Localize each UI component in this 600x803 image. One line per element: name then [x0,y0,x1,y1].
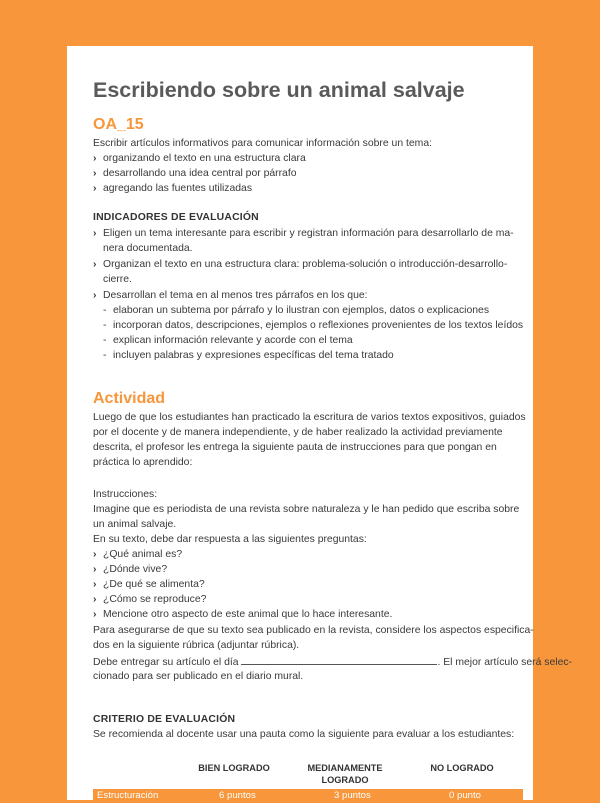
indicator-item: › Desarrollan el tema en al menos tres párrafos en los que: [93,290,368,301]
page-title: Escribiendo sobre un animal salvaje [93,78,465,102]
indicator-subitem: - explican información relevante y acorde con el tema [103,335,353,346]
chevron-right-icon: › [93,228,97,239]
activity-paragraph-line: Luego de que los estudiantes han practicado la escritura de varios textos expositivos, guiados [93,412,526,423]
instructions-line: un animal salvaje. [93,519,177,530]
table-cell: 3 puntos [334,790,371,801]
column-header: BIEN LOGRADO [198,763,270,773]
indicator-item: › Eligen un tema interesante para escribir y registran información para desarrollarlo de ma- [93,228,514,239]
indicator-item-continuation: nera documentada. [103,243,193,254]
table-cell: 6 puntos [219,790,256,801]
document-page [67,46,572,801]
question-item: › ¿De qué se alimenta? [93,579,205,590]
table-cell: 0 punto [449,790,482,801]
instructions-line: Imagine que es periodista de una revista sobre naturaleza y le han pedido que escriba sobre [93,504,520,515]
instructions-heading: Instrucciones: [93,489,158,500]
objective-code: OA_15 [93,116,144,133]
chevron-right-icon: › [93,609,97,620]
criteria-heading: CRITERIO DE EVALUACIÓN [93,714,236,725]
indicator-subitem: - incluyen palabras y expresiones específicas del tema tratado [103,350,394,361]
objective-description: Escribir artículos informativos para comunicar información sobre un tema: [93,138,432,149]
activity-paragraph-line: por el docente y de manera independiente, y de haber realizado la actividad previamente [93,427,503,438]
chevron-right-icon: › [93,259,97,270]
column-header: NO LOGRADO [430,763,494,773]
due-date-line: Debe entregar su artículo el día . El mejor artículo será selec- [93,654,572,670]
chevron-right-icon: › [93,290,97,301]
indicator-subitem: - elaboran un subtema por párrafo y lo ilustran con ejemplos, datos o explicaciones [103,305,490,316]
indicator-item: › Organizan el texto en una estructura clara: problema-solución o introducción-desarrollo- [93,259,508,270]
objective-bullet: › desarrollando una idea central por párrafo [93,168,297,179]
chevron-right-icon: › [93,549,97,560]
indicators-heading: INDICADORES DE EVALUACIÓN [93,212,259,223]
activity-paragraph-line: práctica lo aprendido: [93,457,193,468]
objective-bullet: › organizando el texto en una estructura clara [93,153,306,164]
indicator-item-continuation: cierre. [103,274,132,285]
chevron-right-icon: › [93,564,97,575]
column-header: MEDIANAMENTE LOGRADO [307,763,383,785]
question-item: › ¿Qué animal es? [93,549,183,560]
chevron-right-icon: › [93,168,97,179]
question-item: › ¿Dónde vive? [93,564,168,575]
closing-line: dos en la siguiente rúbrica (adjuntar rúbrica). [93,640,300,651]
chevron-right-icon: › [93,579,97,590]
due-date-line-end: cionado para ser publicado en el diario mural. [93,671,304,682]
activity-paragraph-line: descrita, el profesor les entrega la siguiente pauta de instrucciones para que pongan en [93,442,497,453]
activity-heading: Actividad [93,390,166,407]
chevron-right-icon: › [93,183,97,194]
table-cell-criterion: Estructuración [97,790,159,801]
closing-line: Para asegurarse de que su texto sea publicado en la revista, considere los aspectos especifica- [93,625,534,636]
instructions-line: En su texto, debe dar respuesta a las siguientes preguntas: [93,534,367,545]
chevron-right-icon: › [93,153,97,164]
due-date-blank [241,654,437,665]
question-item: › Mencione otro aspecto de este animal que lo hace interesante. [93,609,393,620]
objective-bullet: › agregando las fuentes utilizadas [93,183,253,194]
criteria-intro: Se recomienda al docente usar una pauta como la siguiente para evaluar a los estudiantes: [93,729,515,740]
question-item: › ¿Cómo se reproduce? [93,594,207,605]
indicator-subitem: - incorporan datos, descripciones, ejemplos o reflexiones provenientes de los textos leídos [103,320,524,331]
chevron-right-icon: › [93,594,97,605]
table-row [93,789,523,803]
